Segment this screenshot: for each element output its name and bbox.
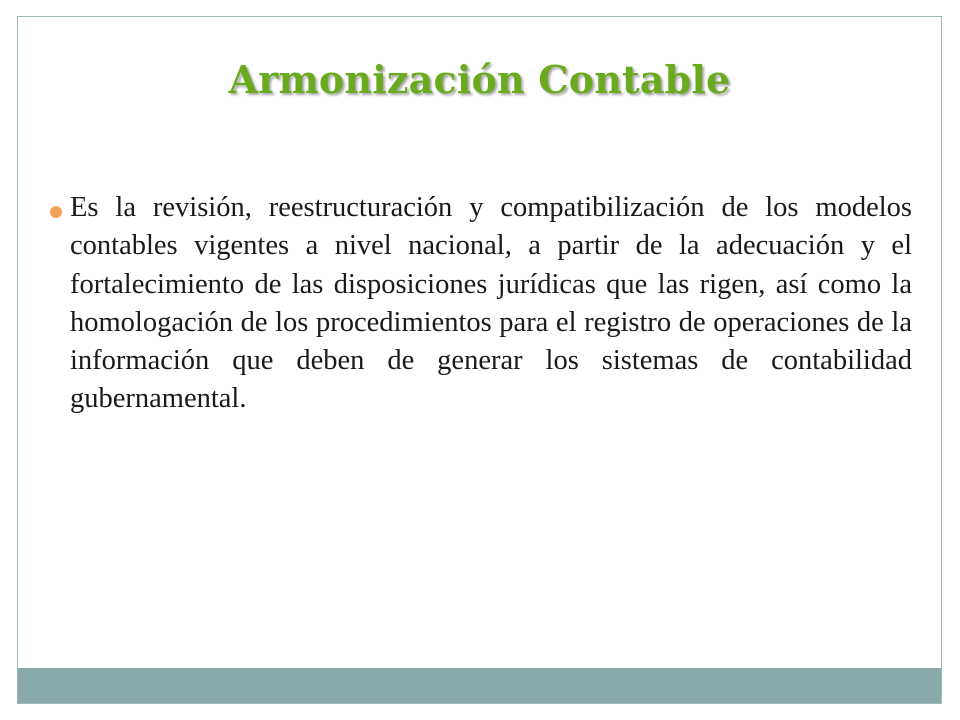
slide-frame (17, 16, 942, 704)
bullet-item (50, 189, 912, 419)
bullet-text: Es la revisión, reestructuración y compatibilización de los modelos contables vigentes a nivel nacional, a partir de la adecuación y el fortalecimiento de las disposiciones jurídicas que las rigen, así como la homologación de los procedimientos para el registro de operaciones de la información que deben de generar los sistemas de contabilidad gubernamental. (70, 192, 912, 415)
footer-bar (18, 668, 941, 703)
bullet-dot-icon (50, 206, 62, 218)
slide-title: Armonización Contable (228, 57, 731, 102)
bullet-list (50, 189, 912, 419)
